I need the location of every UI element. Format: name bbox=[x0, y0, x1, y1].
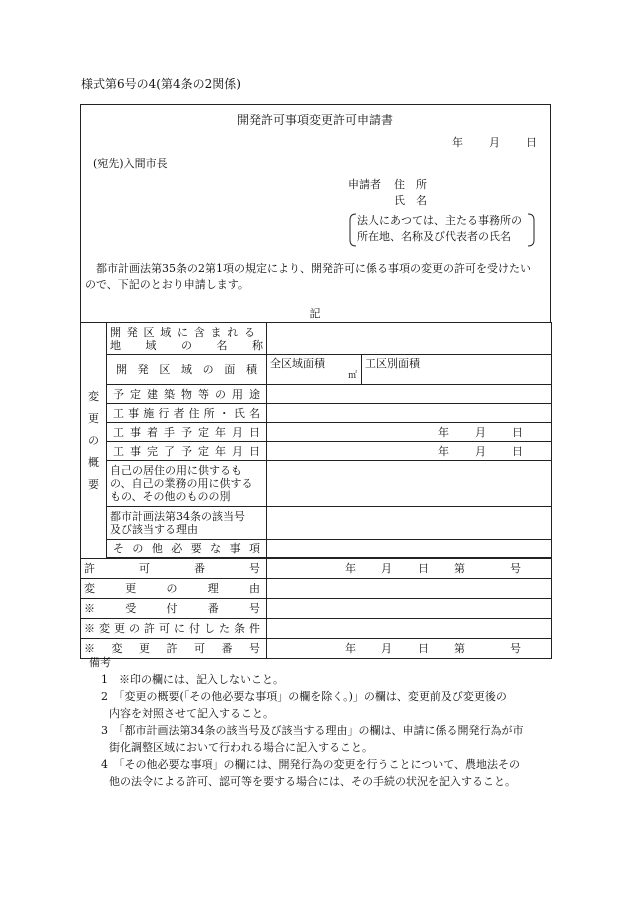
notes-heading: 備考 bbox=[89, 656, 111, 669]
self-use-value[interactable] bbox=[267, 461, 552, 507]
area-size-label bbox=[107, 355, 267, 385]
note-item: 内容を対照させて記入すること。 bbox=[109, 707, 274, 720]
table-row bbox=[81, 619, 552, 639]
day-label: 日 bbox=[418, 562, 429, 575]
area-unit: ㎡ bbox=[347, 371, 357, 381]
change-summary-label bbox=[81, 323, 107, 559]
applicant-note-line2: 所在地、名称及び代表者の氏名 bbox=[357, 230, 511, 243]
note-item: 2 「変更の概要(「その他必要な事項」の欄を除く。)」の欄は、変更前及び変更後の bbox=[101, 690, 507, 703]
day-label: 日 bbox=[512, 426, 523, 439]
table-row bbox=[81, 507, 552, 540]
change-reason-text: 変更の理由 bbox=[84, 582, 260, 595]
conditions-value[interactable] bbox=[267, 619, 552, 639]
table-row bbox=[81, 599, 552, 619]
other-matters-text: その他必要な事項 bbox=[113, 542, 260, 555]
article34-line1: 都市計画法第34条の該当号 bbox=[110, 510, 245, 523]
body-text-line2: ので、下記のとおり申請します。 bbox=[85, 278, 249, 291]
go-label: 号 bbox=[510, 642, 521, 655]
side-char: の bbox=[88, 433, 99, 447]
month-label: 月 bbox=[381, 562, 392, 575]
article34-label bbox=[107, 507, 267, 540]
change-reason-value[interactable] bbox=[267, 579, 552, 599]
article34-value[interactable] bbox=[267, 507, 552, 540]
side-char: 要 bbox=[88, 477, 99, 491]
start-date-value[interactable] bbox=[267, 423, 552, 442]
contractor-label bbox=[107, 404, 267, 423]
month-label: 月 bbox=[475, 445, 486, 458]
table-row bbox=[81, 423, 552, 442]
per-zone-area-label: 工区別面積 bbox=[365, 357, 420, 370]
day-label: 日 bbox=[418, 642, 429, 655]
receipt-number-value[interactable] bbox=[267, 599, 552, 619]
area-name-line1: 開発区域に含まれる bbox=[110, 325, 255, 339]
table-row bbox=[81, 404, 552, 423]
side-char: 概 bbox=[88, 455, 99, 469]
year-label: 年 bbox=[345, 562, 356, 575]
side-char: 変 bbox=[88, 389, 99, 403]
table-row bbox=[81, 323, 552, 355]
self-use-line1: 自己の居住の用に供するも bbox=[110, 464, 242, 477]
table-row bbox=[81, 385, 552, 404]
self-use-line3: もの、その他のものの別 bbox=[110, 490, 231, 503]
self-use-line2: の、自己の業務の用に供する bbox=[110, 477, 253, 490]
form-number: 様式第6号の4(第4条の2関係) bbox=[81, 77, 241, 91]
self-use-label bbox=[107, 461, 267, 507]
start-date-text: 工事着手予定年月日 bbox=[113, 425, 260, 439]
area-size-text: 開発区域の面積 bbox=[116, 363, 257, 376]
note-item: 他の法令による許可、認可等を要する場合には、その手続の状況を記入すること。 bbox=[109, 775, 516, 788]
date-year: 年 bbox=[452, 136, 463, 149]
area-name-line2: 地 域 の 名 称 bbox=[110, 338, 263, 352]
other-matters-label bbox=[107, 540, 267, 558]
note-item: 4 「その他必要な事項」の欄には、開発行為の変更を行うことについて、農地法その bbox=[101, 758, 521, 771]
note-item: 3 「都市計画法第34条の該当号及び該当する理由」の欄は、申請に係る開発行為が市 bbox=[101, 724, 524, 737]
ki-label: 記 bbox=[309, 307, 321, 320]
side-char: 更 bbox=[88, 411, 99, 425]
building-use-value[interactable] bbox=[267, 385, 552, 404]
building-use-label bbox=[107, 385, 267, 404]
day-label: 日 bbox=[512, 445, 523, 458]
table-row bbox=[81, 355, 552, 385]
body-text-line1: 都市計画法第35条の2第1項の規定により、開発許可に係る事項の変更の許可を受けたい bbox=[96, 262, 531, 275]
year-label: 年 bbox=[438, 445, 449, 458]
end-date-value[interactable] bbox=[267, 442, 552, 461]
change-permit-number-text: ※変更許可番号 bbox=[84, 642, 260, 655]
note-item: 1 ※印の欄には、記入しないこと。 bbox=[101, 673, 284, 686]
date-month: 月 bbox=[489, 136, 500, 149]
applicant-address-label: 住 所 bbox=[394, 178, 427, 191]
applicant-note-line1: 法人にあつては、主たる事務所の bbox=[357, 214, 522, 227]
year-label: 年 bbox=[438, 426, 449, 439]
contractor-value[interactable] bbox=[267, 404, 552, 423]
conditions-text: ※変更の許可に付した条件 bbox=[84, 622, 260, 635]
applicant-label: 申請者 bbox=[348, 178, 381, 191]
month-label: 月 bbox=[475, 426, 486, 439]
table-row bbox=[81, 579, 552, 599]
form-title: 開発許可事項変更許可申請書 bbox=[236, 113, 393, 127]
dai-label: 第 bbox=[454, 642, 465, 655]
notes-section bbox=[83, 654, 553, 790]
contractor-text: 工事施行者住所・氏名 bbox=[113, 406, 260, 420]
end-date-label bbox=[107, 442, 267, 461]
start-date-label bbox=[107, 423, 267, 442]
addressee: (宛先)入間市長 bbox=[93, 157, 168, 170]
receipt-number-text: ※受付番号 bbox=[84, 602, 260, 615]
building-use-text: 予定建築物等の用途 bbox=[113, 387, 260, 401]
permit-number-text: 許可番号 bbox=[84, 562, 260, 575]
table-row bbox=[81, 461, 552, 507]
article34-line2: 及び該当する理由 bbox=[110, 523, 198, 536]
applicant-name-label: 氏 名 bbox=[394, 194, 427, 207]
year-label: 年 bbox=[345, 642, 356, 655]
permit-number-label bbox=[81, 559, 267, 579]
date-day: 日 bbox=[526, 136, 537, 149]
total-area-cell[interactable] bbox=[267, 355, 362, 385]
go-label: 号 bbox=[510, 562, 521, 575]
table-row bbox=[81, 559, 552, 579]
change-reason-label bbox=[81, 579, 267, 599]
month-label: 月 bbox=[381, 642, 392, 655]
area-name-label bbox=[107, 323, 267, 355]
permit-number-value[interactable] bbox=[267, 559, 552, 579]
area-name-value[interactable] bbox=[267, 323, 552, 355]
receipt-number-label bbox=[81, 599, 267, 619]
details-table bbox=[80, 322, 552, 659]
table-row bbox=[81, 442, 552, 461]
dai-label: 第 bbox=[454, 562, 465, 575]
conditions-label bbox=[81, 619, 267, 639]
end-date-text: 工事完了予定年月日 bbox=[113, 444, 260, 458]
other-matters-value[interactable] bbox=[267, 540, 552, 558]
total-area-label: 全区域面積 bbox=[270, 357, 325, 370]
note-item: 街化調整区域において行われる場合に記入すること。 bbox=[109, 741, 373, 754]
table-row bbox=[81, 540, 552, 558]
per-zone-area-cell[interactable] bbox=[362, 355, 552, 385]
